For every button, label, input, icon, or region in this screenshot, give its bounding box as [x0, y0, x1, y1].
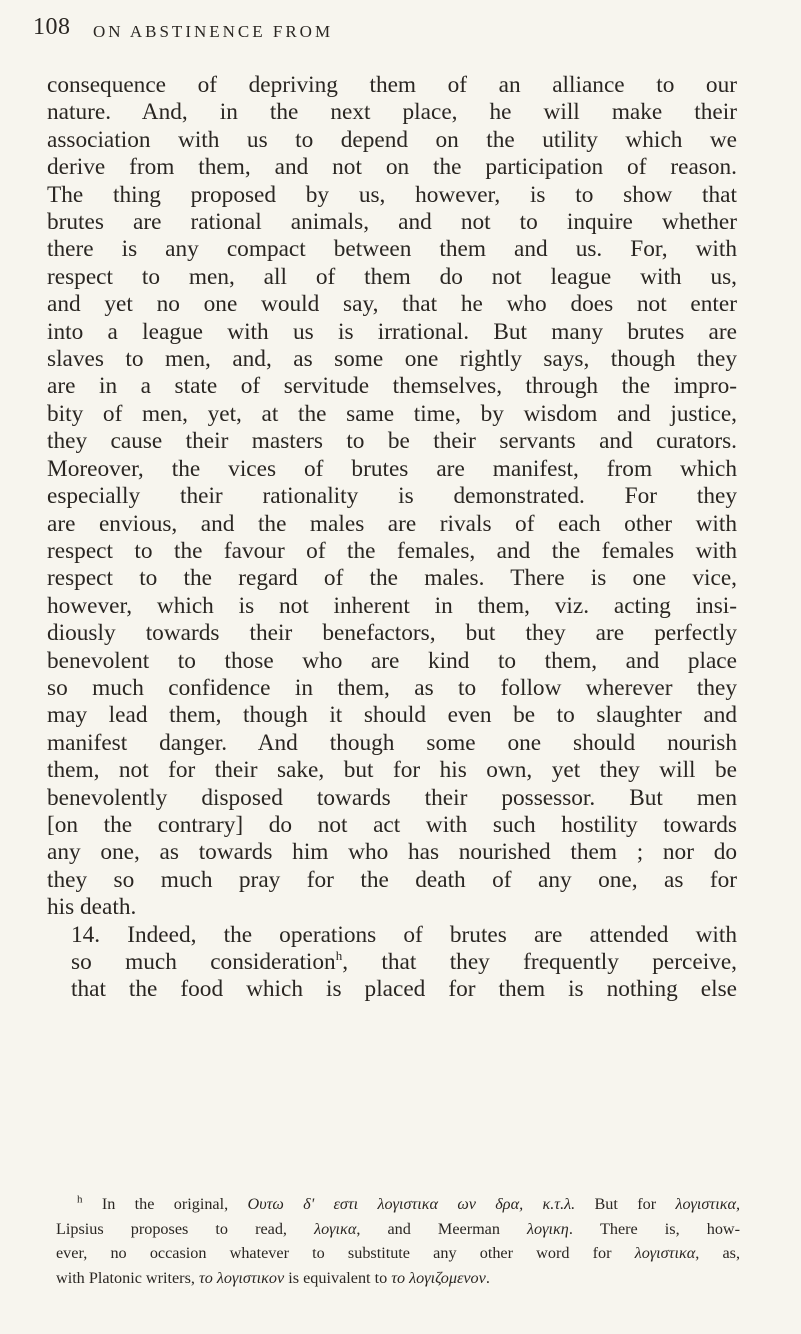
- paragraph-14: [47, 922, 737, 1004]
- text-line: respect to the favour of the females, and the females with: [47, 537, 737, 564]
- text-line: nature. And, in the next place, he will make their: [47, 99, 737, 126]
- text-line: any one, as towards him who has nourished them ; nor do: [47, 839, 737, 866]
- text-line: derive from them, and not on the participation of reason.: [47, 154, 737, 181]
- greek-text: λογικη: [527, 1219, 569, 1238]
- text-span: is equivalent to: [284, 1268, 392, 1287]
- text-line: 14. Indeed, the operations of brutes are attended with: [71, 921, 737, 948]
- text-span: , that they frequently perceive,: [342, 949, 737, 975]
- footnote-line: [56, 1217, 740, 1242]
- text-line: however, which is not inherent in them, viz. acting insi-: [47, 592, 737, 619]
- text-line: The thing proposed by us, however, is to show that: [47, 181, 737, 208]
- text-line: they cause their masters to be their servants and curators.: [47, 428, 737, 455]
- text-line: there is any compact between them and us. For, with: [47, 236, 737, 263]
- running-head: ON ABSTINENCE FROM: [93, 22, 334, 41]
- text-line: respect to the regard of the males. There is one vice,: [47, 565, 737, 592]
- greek-text: λογιστικα: [634, 1244, 696, 1263]
- text-line: and yet no one would say, that he who does not enter: [47, 291, 737, 318]
- greek-text: λογιστικα,: [675, 1195, 741, 1213]
- page-number: 108: [33, 14, 71, 40]
- text-line: slaves to men, and, as some one rightly says, though they: [47, 346, 737, 373]
- text-line: so much confidence in them, as to follow wherever they: [47, 674, 737, 701]
- text-span: .: [485, 1268, 490, 1287]
- text-line: them, not for their sake, but for his own, yet they will be: [47, 757, 737, 784]
- text-line: [on the contrary] do not act with such hostility towards: [47, 811, 737, 838]
- greek-text: λογικα: [314, 1219, 357, 1238]
- greek-text: το λογιστικον: [198, 1268, 285, 1287]
- text-line: into a league with us is irrational. But many brutes are: [47, 318, 737, 345]
- footnote-marker: h: [77, 1193, 83, 1206]
- text-line: benevolent to those who are kind to them, and place: [47, 647, 737, 674]
- text-line: respect to men, all of them do not league with us,: [47, 263, 737, 290]
- text-line: brutes are rational animals, and not to inquire whether: [47, 209, 737, 236]
- text-line: association with us to depend on the utility which we: [47, 126, 737, 153]
- text-line: consequence of depriving them of an alliance to our: [47, 72, 737, 98]
- text-line: manifest danger. And though some one should nourish: [47, 729, 737, 756]
- body-text: [47, 72, 737, 1004]
- text-span: so much consideration: [71, 949, 336, 975]
- text-span: . There is, how-: [568, 1219, 740, 1238]
- text-span: ever, no occasion whatever to substitute any other word for: [56, 1244, 635, 1263]
- text-span: In the original,: [101, 1195, 248, 1213]
- text-line: may lead them, though it should even be to slaughter and: [47, 702, 737, 729]
- text-span: , as,: [695, 1244, 740, 1263]
- footnote: [56, 1192, 740, 1290]
- paragraph: [47, 72, 737, 922]
- footnote-reference[interactable]: h: [335, 948, 343, 964]
- text-line: bity of men, yet, at the same time, by wisdom and justice,: [47, 400, 737, 427]
- text-line: Moreover, the vices of brutes are manifest, from which: [47, 455, 737, 482]
- text-span: Lipsius proposes to read,: [56, 1219, 315, 1238]
- text-line: especially their rationality is demonstrated. For they: [47, 483, 737, 510]
- text-line: that the food which is placed for them is nothing else: [71, 976, 737, 1003]
- text-line: benevolently disposed towards their possessor. But men: [47, 784, 737, 811]
- text-line: they so much pray for the death of any one, as for: [47, 866, 737, 893]
- footnote-line: [56, 1266, 740, 1291]
- text-line: are in a state of servitude themselves, through the impro-: [47, 373, 737, 400]
- greek-text: το λογιζομενον: [391, 1268, 486, 1287]
- text-line: are envious, and the males are rivals of each other with: [47, 510, 737, 537]
- text-line: diously towards their benefactors, but they are perfectly: [47, 620, 737, 647]
- greek-text: Ουτω δ' εστι λογιστικα ων δρα, κ.τ.λ.: [247, 1195, 576, 1213]
- text-span: with Platonic writers,: [56, 1268, 199, 1287]
- text-span: But for: [575, 1195, 676, 1213]
- text-line: [47, 949, 737, 976]
- text-span: , and Meerman: [356, 1219, 528, 1238]
- footnote-line: [56, 1192, 740, 1217]
- footnote-line: [56, 1241, 740, 1266]
- text-line: his death.: [47, 894, 137, 921]
